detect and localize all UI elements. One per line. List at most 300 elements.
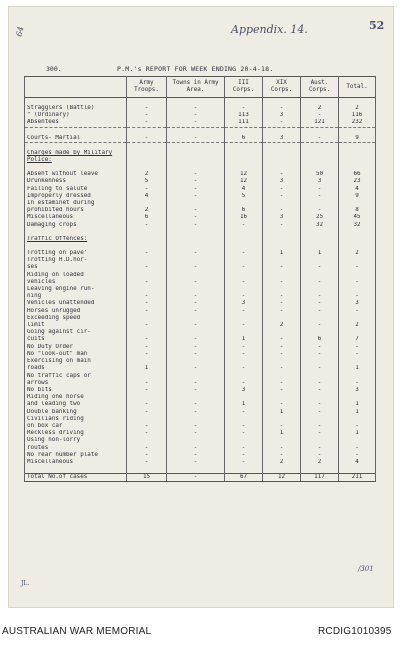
report-table [24,76,376,482]
column-header [25,77,127,98]
cell-value [339,286,376,293]
cell-value: - [225,459,263,466]
table-row [25,329,376,336]
cell-value [167,200,225,207]
cell-value [225,286,263,293]
cell-value: 1 [339,401,376,408]
cell-value: - [301,430,339,437]
cell-value: - [263,401,301,408]
cell-value: - [339,279,376,286]
section-heading: Charges made by Military Police: [25,150,127,164]
cell-value: - [301,193,339,200]
cell-value: 232 [339,119,376,127]
cell-value: 1 [263,409,301,416]
cell-value [263,200,301,207]
cell-value: - [301,300,339,307]
cell-value: - [263,186,301,193]
cell-value: - [263,351,301,358]
row-label: No rear number plate [25,452,127,459]
cell-value [301,358,339,365]
cell-value: - [167,293,225,300]
cell-value: 1 [263,250,301,257]
row-label: No Duty Order [25,344,127,351]
row-label: and leading two [25,401,127,408]
cell-value [167,373,225,380]
table-row [25,351,376,358]
row-label: Total No.of cases [25,474,127,482]
cell-value [263,286,301,293]
table-row [25,416,376,423]
cell-value [167,437,225,444]
cell-value: 2 [301,459,339,466]
cell-value: 111 [225,119,263,127]
cell-value: - [167,308,225,315]
section-heading-row [25,150,376,164]
cell-value: - [127,380,167,387]
table-row [25,365,376,372]
cell-value: - [301,264,339,271]
cell-value: 12 [225,178,263,185]
column-header: Total. [339,77,376,98]
cell-value: 9 [339,193,376,200]
row-label: on box car [25,423,127,430]
cell-value [339,257,376,264]
cell-value [301,394,339,401]
row-label: In estaminet during [25,200,127,207]
cell-value [301,272,339,279]
spacer-row [25,98,376,106]
table-row [25,380,376,387]
cell-value: - [167,423,225,430]
cell-value: - [127,264,167,271]
cell-value: 7 [339,336,376,343]
cell-value: - [301,445,339,452]
cell-value: 45 [339,214,376,221]
row-label: Courts- Martial [25,135,127,143]
cell-value: - [167,459,225,466]
cell-value: - [301,452,339,459]
row-label: ses [25,264,127,271]
cell-value: - [339,452,376,459]
cell-value: - [127,322,167,329]
cell-value: - [167,474,225,482]
cell-value [263,358,301,365]
cell-value: 1 [127,365,167,372]
cell-value [225,329,263,336]
cell-value: - [301,186,339,193]
cell-value: 211 [339,474,376,482]
cell-value: - [225,279,263,286]
cell-value: 3 [263,112,301,119]
cell-value: 6 [225,207,263,214]
cell-value: 2 [263,459,301,466]
cell-value: - [127,423,167,430]
cell-value [225,416,263,423]
table-row [25,344,376,351]
cell-value: - [225,452,263,459]
cell-value: - [127,336,167,343]
row-label: Absentees [25,119,127,127]
cell-value [301,286,339,293]
table-row [25,373,376,380]
cell-value: 12 [225,171,263,178]
row-label: Riding on loaded [25,272,127,279]
section-heading: Traffic Offences: [25,236,127,243]
cell-value: - [167,351,225,358]
cell-value: 1 [263,430,301,437]
cell-value [225,200,263,207]
cell-value: - [225,250,263,257]
row-label: No bits [25,387,127,394]
cell-value [167,272,225,279]
cell-value: 1 [339,365,376,372]
cell-value: - [167,105,225,112]
cell-value: - [301,279,339,286]
cell-value: - [167,430,225,437]
row-label: Double banking [25,409,127,416]
cell-value: - [339,293,376,300]
table-row [25,214,376,221]
cell-value: - [225,423,263,430]
column-header: III Corps. [225,77,263,98]
cell-value: 5 [225,193,263,200]
cell-value: 32 [301,222,339,229]
table-row [25,257,376,264]
row-label: Drunkenness [25,178,127,185]
cell-value: - [301,387,339,394]
cell-value: - [301,365,339,372]
cell-value [301,437,339,444]
cell-value: - [167,365,225,372]
cell-value: - [127,135,167,143]
cell-value: - [339,380,376,387]
cell-value: 1 [339,430,376,437]
cell-value [127,373,167,380]
table-row [25,250,376,257]
cell-value: - [167,401,225,408]
cell-value: 2 [339,250,376,257]
cell-value: 2 [263,322,301,329]
cell-value: 1 [339,409,376,416]
table-row [25,308,376,315]
cell-value: 4 [225,186,263,193]
cell-value: 16 [225,214,263,221]
cell-value [301,200,339,207]
table-row [25,207,376,214]
cell-value: - [339,445,376,452]
cell-value: 3 [263,135,301,143]
row-label: Trotting H.D.hor- [25,257,127,264]
report-title: P.M.'s REPORT FOR WEEK ENDING 20-4-18. [117,65,274,73]
cell-value [225,315,263,322]
cell-value: - [127,344,167,351]
table-row [25,300,376,307]
footer-identifier: RCDIG1010395 [318,626,392,637]
cell-value [301,329,339,336]
cell-value: - [167,250,225,257]
cell-value: 5 [127,178,167,185]
cell-value [339,373,376,380]
table-row [25,315,376,322]
cell-value [225,257,263,264]
row-label: arrows [25,380,127,387]
cell-value: - [225,380,263,387]
cell-value: 2 [127,207,167,214]
table-body [25,98,376,482]
cell-value: 2 [301,105,339,112]
cell-value: - [127,119,167,127]
cell-value [127,272,167,279]
cell-value [225,437,263,444]
table-row [25,112,376,119]
cell-value [301,416,339,423]
cell-value: - [167,300,225,307]
cell-value [225,272,263,279]
table-row [25,293,376,300]
cell-value: - [301,322,339,329]
cell-value: 66 [339,171,376,178]
column-header: Towns in Army Area. [167,77,225,98]
cell-value: - [225,222,263,229]
cell-value [339,358,376,365]
cell-value [301,257,339,264]
cell-value: 116 [339,112,376,119]
cell-value: 3 [339,387,376,394]
bottom-left-annotation: JL. [21,580,30,587]
row-label: Horses unrugged [25,308,127,315]
row-label: ning [25,293,127,300]
row-label: routes [25,445,127,452]
table-row [25,171,376,178]
cell-value: - [339,423,376,430]
cell-value: - [339,344,376,351]
cell-value: 121 [301,119,339,127]
cell-value: - [167,336,225,343]
cell-value: - [127,409,167,416]
cell-value: - [167,135,225,143]
cell-value: - [339,351,376,358]
cell-value: 6 [301,336,339,343]
table-row [25,186,376,193]
row-label: Stragglers (Battle) [25,105,127,112]
column-header: XIX Corps. [263,77,301,98]
table-row [25,105,376,112]
cell-value: - [263,365,301,372]
folio-annotation: 64 [14,25,26,38]
cell-value: - [127,459,167,466]
cell-value: - [301,401,339,408]
cell-value: - [263,293,301,300]
cell-value: 2 [339,105,376,112]
cell-value: - [225,322,263,329]
cell-value: - [263,300,301,307]
cell-value: - [225,344,263,351]
spacer-row [25,142,376,150]
cell-value: - [225,264,263,271]
column-header: Aust. Corps. [301,77,339,98]
cell-value: - [167,119,225,127]
cell-value: - [127,293,167,300]
cell-value: 8 [339,207,376,214]
cell-value [301,315,339,322]
cell-value: 50 [301,171,339,178]
cell-value: - [263,279,301,286]
row-label: No traffic caps or [25,373,127,380]
cell-value [263,416,301,423]
spacer-row [25,164,376,171]
cell-value: - [263,264,301,271]
table-row [25,222,376,229]
table-row [25,437,376,444]
table-row [25,409,376,416]
cell-value: 113 [225,112,263,119]
cell-value: - [127,222,167,229]
cell-value [167,286,225,293]
table-row [25,279,376,286]
row-label: Reckless driving [25,430,127,437]
cell-value: - [263,105,301,112]
cell-value [263,257,301,264]
table-row [25,200,376,207]
cell-value: - [263,193,301,200]
table-row [25,322,376,329]
cell-value [339,394,376,401]
cell-value [127,257,167,264]
cell-value [127,394,167,401]
table-row [25,423,376,430]
spacer-row [25,229,376,236]
cell-value: - [263,445,301,452]
cell-value: 6 [225,135,263,143]
cell-value: - [167,207,225,214]
cell-value [127,437,167,444]
table-header-row [25,77,376,98]
cell-value: - [167,279,225,286]
cell-value [225,394,263,401]
table-row [25,286,376,293]
row-label: Improperly dressed [25,193,127,200]
cell-value: - [263,336,301,343]
cell-value: 3 [263,214,301,221]
cell-value [301,373,339,380]
cell-value: - [263,222,301,229]
row-label: Going against cir- [25,329,127,336]
cell-value [263,315,301,322]
row-label: cuits [25,336,127,343]
cell-value: - [167,452,225,459]
footer-institution: AUSTRALIAN WAR MEMORIAL [2,626,152,637]
cell-value: - [301,344,339,351]
cell-value [127,200,167,207]
cell-value: - [225,445,263,452]
cell-value [263,272,301,279]
cell-value: - [167,112,225,119]
cell-value: - [167,171,225,178]
row-label: Absent without leave [25,171,127,178]
cell-value: - [127,351,167,358]
table-row [25,445,376,452]
cell-value: - [263,387,301,394]
cell-value: 117 [301,474,339,482]
cell-value [167,315,225,322]
cell-value: - [127,452,167,459]
cell-value: - [225,293,263,300]
cell-value: - [225,430,263,437]
page-number: 52 [369,19,385,32]
table-row [25,119,376,127]
row-label: prohibited hours [25,207,127,214]
cell-value: - [301,351,339,358]
cell-value [127,358,167,365]
cell-value: 23 [339,178,376,185]
cell-value: - [301,409,339,416]
cell-value: - [263,344,301,351]
cell-value [263,329,301,336]
cell-value [127,329,167,336]
cell-value: - [127,112,167,119]
cell-value: 1 [225,401,263,408]
cell-value [167,358,225,365]
cell-value: 6 [127,214,167,221]
cell-value: - [127,308,167,315]
table-row [25,193,376,200]
cell-value [263,437,301,444]
cell-value: - [167,387,225,394]
row-label: Vehicles unattended [25,300,127,307]
row-label: Damaging crops [25,222,127,229]
column-header: Army Troops. [127,77,167,98]
cell-value: 2 [127,171,167,178]
table-row [25,272,376,279]
cell-value: - [127,279,167,286]
cell-value [263,394,301,401]
table-row [25,178,376,185]
cell-value [263,373,301,380]
cell-value: - [167,214,225,221]
row-label: Leaving engine run- [25,286,127,293]
table-row [25,394,376,401]
row-label: Using non-lorry [25,437,127,444]
spacer-row [25,127,376,135]
cell-value: - [167,193,225,200]
cell-value [167,394,225,401]
cell-value: - [301,293,339,300]
cell-value: - [127,430,167,437]
table-row [25,401,376,408]
row-label: vehicles [25,279,127,286]
cell-value: - [263,380,301,387]
cell-value [167,257,225,264]
cell-value: - [225,365,263,372]
section-heading-row [25,236,376,243]
cell-value [225,373,263,380]
cell-value: 3 [339,300,376,307]
bottom-right-annotation: /301 [358,565,374,573]
table-row [25,358,376,365]
cell-value: 3 [225,387,263,394]
doc-number: 300. [46,65,62,73]
row-label: Exercising on main [25,358,127,365]
table-row [25,264,376,271]
cell-value: 2 [339,322,376,329]
cell-value [127,315,167,322]
cell-value [339,315,376,322]
cell-value: - [127,186,167,193]
cell-value [339,329,376,336]
cell-value: 67 [225,474,263,482]
cell-value: - [167,445,225,452]
cell-value: 4 [127,193,167,200]
